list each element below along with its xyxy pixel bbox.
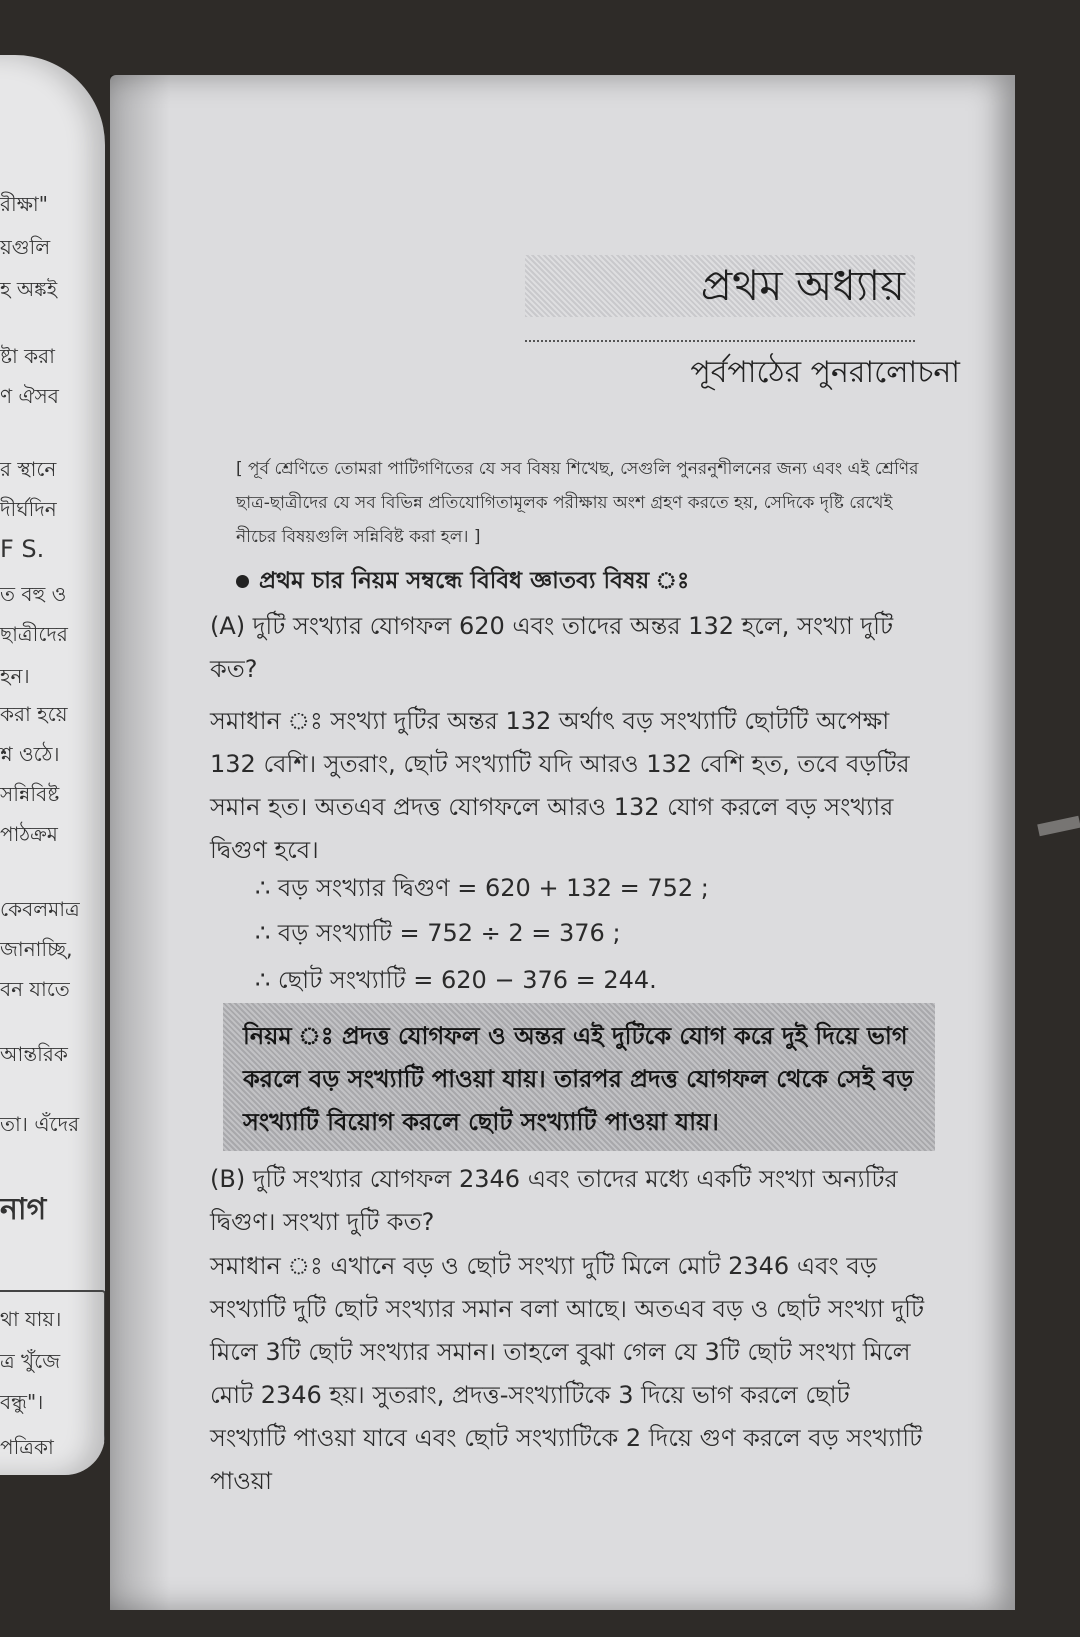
left-page-line: থা যায়। — [0, 1307, 62, 1331]
chapter-title: প্রথম অধ্যায় — [525, 255, 915, 317]
intro-note: [ পূর্ব শ্রেণিতে তোমরা পাটিগণিতের যে সব বিষয় শিখেছ, সেগুলি পুনরনুশীলনের জন্য এবং এই শ্রেণির ছাত্র-ছাত্রীদের যে সব বিভিন্ন প্রতিযোগিতামূলক পরীক্ষায় অংশ গ্রহণ করতে হয়, সেদিকে দৃষ্টি রেখেই নীচের বিষয়গুলি সন্নিবিষ্ট করা হল। ] — [236, 459, 919, 547]
left-page-line: পাঠক্রম — [0, 822, 58, 846]
rule-box: নিয়ম ঃ প্রদত্ত যোগফল ও অন্তর এই দুটিকে যোগ করে দুই দিয়ে ভাগ করলে বড় সংখ্যাটি পাওয়া যায়। তারপর প্রদত্ত যোগফল থেকে সেই বড় সংখ্যাটি বিয়োগ করলে ছোট সংখ্যাটি পাওয়া যায়। — [223, 1003, 935, 1151]
equation-line: ∴ বড় সংখ্যার দ্বিগুণ = 620 + 132 = 752 ; — [255, 874, 709, 902]
solution-a: সমাধান ঃ সংখ্যা দুটির অন্তর 132 অর্থাৎ বড় সংখ্যাটি ছোটটি অপেক্ষা 132 বেশি। সুতরাং, ছোট সংখ্যাটি যদি আরও 132 বেশি হত, তবে বড়টির সমান হত। অতএব প্রদত্ত যোগফলে আরও 132 যোগ করলে বড় সংখ্যার দ্বিগুণ হবে। — [210, 707, 910, 864]
title-divider — [525, 340, 915, 342]
equation-line: ∴ বড় সংখ্যাটি = 752 ÷ 2 = 376 ; — [255, 919, 621, 947]
problem-b: (B) দুটি সংখ্যার যোগফল 2346 এবং তাদের মধ্যে একটি সংখ্যা অন্যটির দ্বিগুণ। সংখ্যা দুটি কত? — [210, 1165, 898, 1236]
left-page-line: দীর্ঘদিন — [0, 497, 57, 521]
left-page-line: হন। — [0, 664, 30, 688]
section-heading-text: প্রথম চার নিয়ম সম্বন্ধে বিবিধ জ্ঞাতব্য বিষয় ঃ — [259, 568, 690, 594]
left-page-line: বন্ধু"। — [0, 1390, 44, 1414]
left-page-line: আন্তরিক — [0, 1042, 68, 1066]
solution-b: সমাধান ঃ এখানে বড় ও ছোট সংখ্যা দুটি মিলে মোট 2346 এবং বড় সংখ্যাটি দুটি ছোট সংখ্যার সমান বলা আছে। অতএব বড় ও ছোট সংখ্যা দুটি মিলে 3টি ছোট সংখ্যার সমান। তাহলে বুঝা গেল যে 3টি ছোট সংখ্যা মিলে মোট 2346 হয়। সুতরাং, প্রদত্ত-সংখ্যাটিকে 3 দিয়ে ভাগ করলে ছোট সংখ্যাটি পাওয়া যাবে এবং ছোট সংখ্যাটিকে 2 দিয়ে গুণ করলে বড় সংখ্যাটি পাওয়া — [210, 1252, 925, 1495]
left-page-line: করা হয়ে — [0, 702, 68, 726]
left-page — [0, 55, 105, 1475]
left-page-line: য়গুলি — [0, 235, 51, 259]
left-page-line: রীক্ষা" — [0, 192, 48, 216]
equation-line: ∴ ছোট সংখ্যাটি = 620 − 376 = 244. — [255, 966, 657, 994]
left-page-line: নাগ — [0, 1192, 47, 1227]
bullet-icon — [236, 575, 249, 588]
problem-a: (A) দুটি সংখ্যার যোগফল 620 এবং তাদের অন্তর 132 হলে, সংখ্যা দুটি কত? — [210, 612, 894, 683]
left-page-line: পত্রিকা — [0, 1435, 54, 1459]
left-page-line: ত বহু ও — [0, 582, 67, 606]
left-page-line: ষ্টা করা — [0, 344, 55, 368]
left-page-line: ছাত্রীদের — [0, 622, 68, 646]
left-page-line: কেবলমাত্র — [0, 897, 80, 921]
light-glare — [1037, 816, 1080, 836]
left-page-line: হ অঙ্কই — [0, 277, 58, 301]
left-page-line: বন যাতে — [0, 977, 70, 1001]
left-page-line: ণ ঐসব — [0, 384, 59, 408]
left-page-line: তা। এঁদের — [0, 1112, 80, 1136]
chapter-subtitle: পূর্বপাঠের পুনরালোচনা — [690, 355, 960, 390]
left-page-line: শ্ন ওঠে। — [0, 742, 60, 766]
left-page-line: সন্নিবিষ্ট — [0, 782, 60, 806]
left-page-line: ত্র খুঁজে — [0, 1349, 61, 1373]
left-page-line: র স্থানে — [0, 457, 57, 481]
section-heading — [236, 562, 689, 601]
left-page-line: জানাচ্ছি, — [0, 937, 73, 961]
left-page-line: F S. — [0, 535, 45, 563]
